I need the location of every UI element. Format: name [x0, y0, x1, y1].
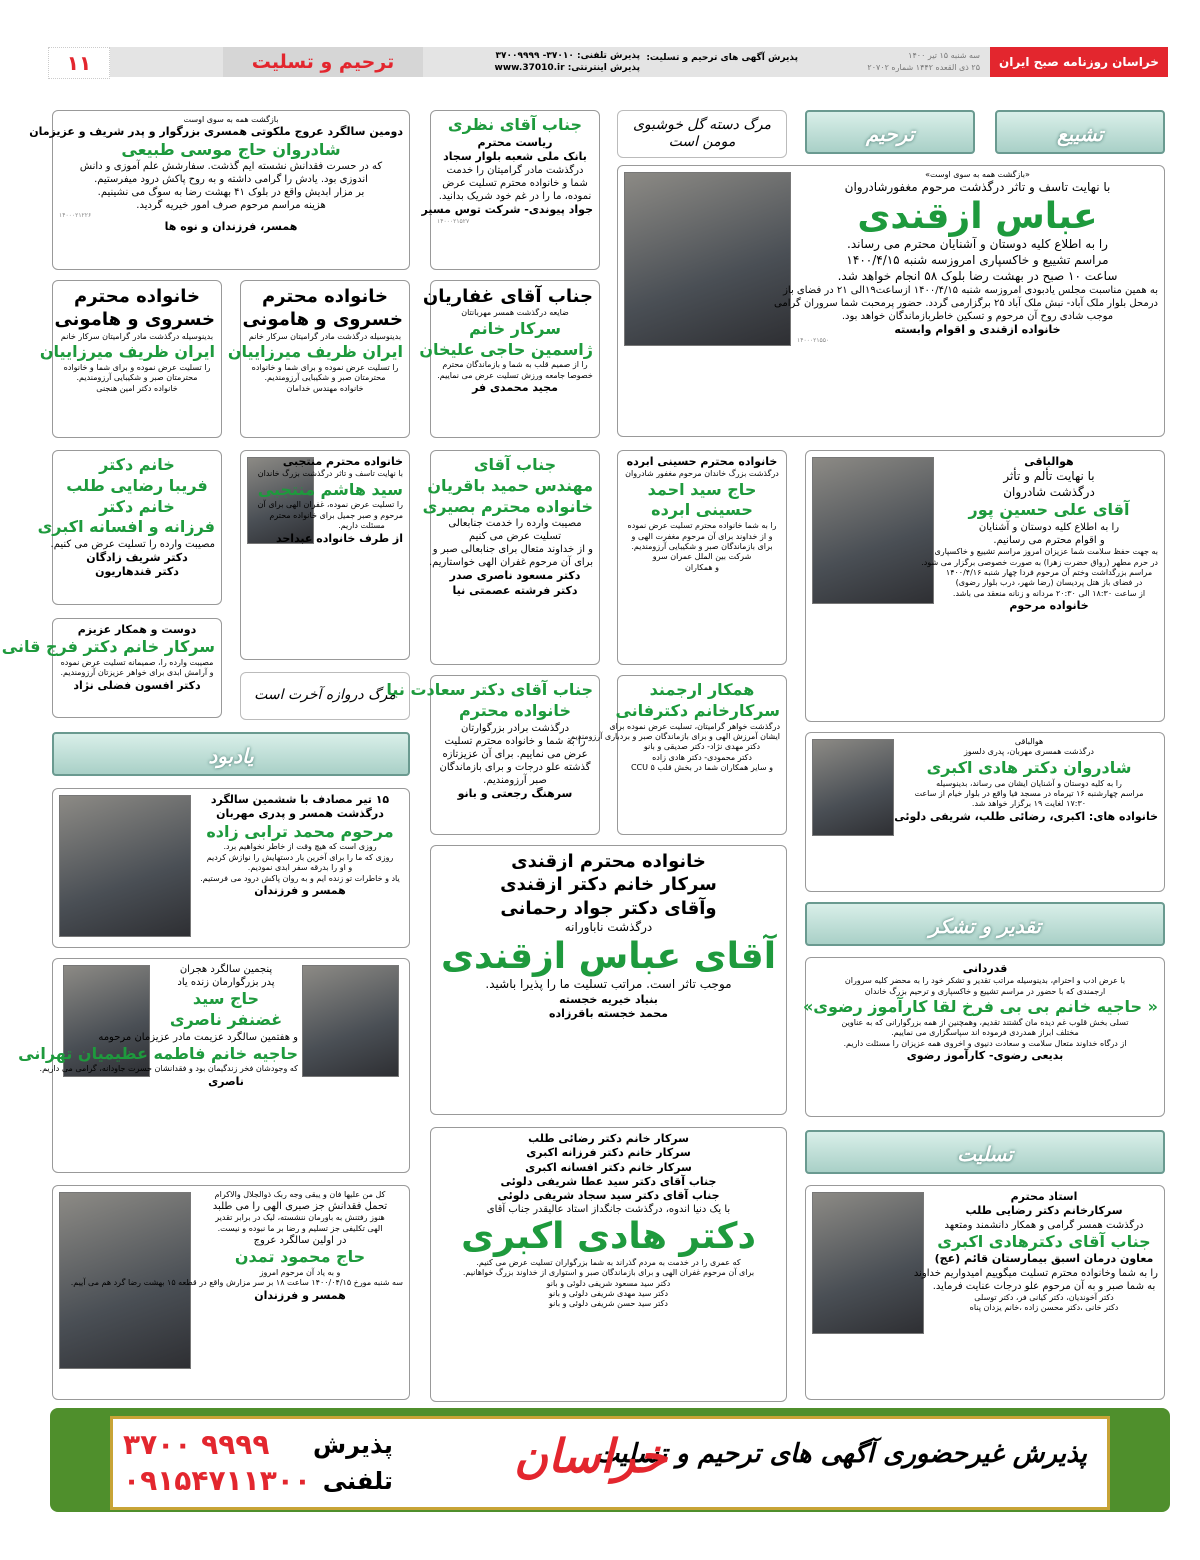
banner-phone-2[interactable]: ۰۹۱۵۴۷۱۱۳۰۰	[123, 1464, 311, 1497]
notice-line: ۱۴۰۰۰۲۱۵۲۷	[437, 217, 470, 225]
notice-line: مهندس حمید باقریان	[427, 475, 593, 495]
notice-line: معاون درمان اسبق بیمارستان قائم (عج)	[934, 1252, 1154, 1266]
notice-line: محترمتان صبر و شکیبایی آرزومندیم.	[264, 373, 386, 383]
notice-line: و اقوام محترم می رسانیم.	[993, 535, 1105, 547]
notice-line: تحمل فقدانش جز صبری الهی را می طلبد	[212, 1201, 388, 1213]
notice-line: درگذشت بزرگ خاندان مرحوم مغفور شادروان	[625, 469, 779, 479]
notice-line: بنیاد خیریه خجسته	[559, 992, 658, 1006]
notice-line: روزی که ما را برای آخرین بار دستهایش را نوازش کردیم	[206, 852, 394, 862]
notice-line: گذشته علو درجات و برای بازماندگان	[439, 761, 591, 773]
notice-line: ساعت ۱۰ صبح در بهشت رضا بلوک ۵۸ انجام خواهد شد.	[837, 268, 1118, 283]
notice-line: درگذشت همسری مهربان، پدری دلسوز	[963, 747, 1094, 757]
notice-line: خانواده ازقندی و اقوام وابسته	[894, 323, 1061, 337]
notice-line: عباس ازقندی	[857, 195, 1098, 237]
banner-label-2: تلفنی	[322, 1467, 393, 1495]
notice-line: خانواده محترم منتجبی	[282, 455, 403, 468]
notice-ad	[29, 110, 410, 270]
notice-line: شرکت بین الملل عمران سرو	[652, 552, 752, 562]
notice-line: ایشان آمرزش الهی و برای بازماندگان صبر و بردباری آرزومندیم.	[567, 731, 780, 741]
notice-line: مسئلت داریم.	[338, 521, 385, 531]
notice-line: از درگاه خداوند متعال سلامت و سعادت دنیوی و اخروی همه عزیزان را مسئلت داریم.	[843, 1038, 1127, 1048]
notice-line: بدیعی رضوی- کارآموز رضوی	[906, 1049, 1064, 1063]
notice-line: خانم دکتر	[99, 455, 175, 474]
notice-ad	[805, 450, 1165, 722]
section-tab-tashyi: تشییع	[995, 110, 1165, 154]
notice-line: ایران ظریف میرزاییان	[227, 342, 403, 362]
notice-line: فریبا رضایی طلب	[66, 475, 208, 495]
notice-line: پدر بزرگوارمان زنده یاد	[177, 977, 275, 988]
notice-line: و همکاران	[684, 562, 720, 572]
notice-line: که در حسرت فقدانش نشسته ایم گذشت. سفارشش علم آموزی و دانش	[79, 161, 383, 173]
banner-label	[313, 1427, 393, 1499]
notice-line: را به شما و خانواده محترم تسلیت	[444, 735, 586, 747]
quote-box	[240, 672, 410, 720]
notice-line: تسلی بخش قلوب غم دیده مان گشتند تقدیم، وهمچنین از همه بزرگوارانی که به عناوین	[841, 1017, 1129, 1027]
notice-line: را تسلیت عرض نموده، غفران الهی برای آن	[257, 500, 403, 510]
notice-line: «بازگشت همه به سوی اوست»	[925, 170, 1030, 179]
notice-line: بر مزار ابدیش واقع در بلوک ۴۱ بهشت رضا به سوگ می نشینیم.	[97, 187, 365, 199]
notice-line: استاد محترم	[1010, 1190, 1078, 1203]
notice-line: بدینوسیله درگذشت مادر گرامیتان سرکار خانم	[248, 331, 402, 341]
notice-ad	[386, 675, 600, 835]
notice-line: بدینوسیله درگذشت مادر گرامیتان سرکار خانم	[60, 331, 214, 341]
notice-line: مصیبت وارده را تسلیت عرض می کنیم.	[50, 539, 215, 551]
notice-line: جناب آقای نظری	[447, 115, 583, 134]
notice-ad	[37, 450, 222, 605]
portrait-photo	[624, 172, 791, 346]
page-number: ۱۱	[48, 47, 110, 79]
quote-text: مرگ دروازه آخرت است	[254, 687, 396, 704]
notice-line: برای بازماندگان صبر و شکیبایی آرزومندیم.	[631, 542, 773, 552]
notice-line: یاد و خاطرات تو زنده ایم و به روان پاکش درود می فرستیم.	[200, 873, 400, 883]
notice-line: موجب تاثر است. مراتب تسلیت ما را پذیرا باشید.	[485, 977, 732, 992]
notice-ad	[419, 280, 600, 438]
web-reception[interactable]: پذیرش اینترنتی: www.37010.ir	[494, 63, 640, 73]
notice-line: دکتر فرشته عصمتی نیا	[452, 583, 578, 597]
notice-ad	[617, 450, 787, 665]
notice-line: سه شنبه مورخ ۱۴۰۰/۰۴/۱۵ ساعت ۱۸ بر سر مزارش واقع در قطعه ۱۵ بهشت رضا گرد هم می آییم.	[70, 1278, 403, 1288]
contact-info	[495, 50, 640, 74]
notice-line: ۱۴۰۰۰۲۱۵۵۰	[797, 337, 830, 345]
reception-banner	[50, 1408, 1170, 1512]
reception-label: پذیرش آگهی های ترحیم و تسلیت:	[646, 53, 798, 63]
notice-line: غضنفر ناصری	[169, 1009, 283, 1029]
notice-line: آقای علی حسین پور	[968, 500, 1130, 520]
notice-line: هنوز رفتنش به باورمان ننشسته، لیک در برابر تقدیر	[215, 1213, 385, 1223]
section-tab-yadbood: یادبود	[52, 732, 410, 776]
notice-line: ژاسمین حاجی علیخان	[419, 339, 593, 359]
quote-text: مرگ دسته گل خوشبوی مومن است	[632, 116, 772, 150]
notice-line: مختلف ابراز همدردی فرموده اند سپاسگزاری می نماییم.	[891, 1028, 1079, 1038]
notice-line: دکتر مهدی نژاد- دکتر صدیقی و بانو	[643, 742, 761, 752]
notice-line: از ساعت ۱۸:۳۰ الی ۲۰:۳۰ مردانه و زنانه منعقد می باشد.	[952, 588, 1146, 598]
notice-line: بازگشت همه به سوی اوست	[183, 115, 279, 124]
notice-line: که وجودشان فخر زندگیمان بود و فقدانشان حسرت جاودانه، گرامی می داریم.	[39, 1064, 298, 1074]
notice-line: حسینی ابرده	[651, 500, 753, 520]
notice-line: شادروان حاج موسی طبیعی	[121, 139, 341, 159]
section-title: ترحیم و تسلیت	[223, 47, 423, 77]
notice-line: سرکارخانم دکترفانی	[615, 700, 780, 720]
notice-line: خصوصا جامعه ورزش تسلیت عرض می نماییم.	[437, 370, 593, 380]
notice-line: همسر و فرزندان	[254, 1288, 346, 1302]
notice-line: شادروان دکتر هادی اکبری	[926, 757, 1132, 777]
notice-line: جناب آقای دکترهادی اکبری	[937, 1231, 1151, 1251]
notice-line: فرزانه و افسانه اکبری	[37, 517, 215, 537]
notice-line: روزی است که هیچ وقت از خاطر نخواهیم برد.	[223, 842, 377, 852]
notice-line: بانک ملی شعبه بلوار سجاد	[443, 150, 587, 164]
notice-line: دکتر افسون فضلی نژاد	[73, 678, 201, 692]
notice-ad	[39, 280, 222, 438]
notice-line: را تسلیت عرض نموده و برای شما و خانواده	[251, 362, 399, 372]
notice-line: خانم دکتر	[99, 496, 175, 516]
notice-line: و به یاد آن مرحوم امروز	[259, 1267, 341, 1277]
notice-line: ریاست محترم	[477, 135, 553, 149]
date-shamsi: سه شنبه ۱۵ تیر ۱۴۰۰	[908, 51, 980, 60]
notice-line: عرض می نماییم. برای آن عزیزتازه	[442, 748, 588, 760]
notice-line: دکتر سید حسن شریفی دلوئی و بانو	[549, 1299, 668, 1309]
notice-line: دکتر محمودی- دکتر هادی زاده	[652, 752, 752, 762]
notice-line: تسلیت عرض می کنیم	[468, 531, 562, 543]
notice-line: نموده، ما را در غم خود شریک بدانید.	[438, 191, 592, 203]
notice-line: قدردانی	[962, 962, 1008, 975]
notice-line: همسر، فرزندان و نوه ها	[164, 220, 298, 234]
page-header	[48, 47, 1168, 77]
notice-line: همسر و فرزندان	[254, 883, 346, 897]
notice-line: سرهنگ رجعتی و بانو	[457, 786, 573, 800]
notice-line: آقای عباس ازقندی	[440, 935, 777, 977]
notice-line: دکتر سید مهدی شریفی دلوئی و بانو	[548, 1289, 669, 1299]
notice-line: درگذشت همسر گرامی و همکار دانشمند ومتعهد	[944, 1219, 1144, 1231]
notice-line: درمحل بلوار ملک آباد- نبش ملک آباد ۲۵ برگزارمی گردد. حضور پرمحبت شما سروران گرامی	[774, 298, 1158, 310]
notice-line: خانواده محترم	[459, 700, 571, 720]
notice-line: حاج محمود تمدن	[234, 1247, 366, 1267]
notice-line: دکتر خانی ،دکتر محسن زاده ،خانم یزدان پناه	[969, 1303, 1119, 1313]
notice-line: پنجمین سالگرد هجران	[179, 964, 273, 975]
notice-line: را به اطلاع کلیه دوستان و آشنایان محترم می رساند.	[847, 237, 1108, 252]
section-tab-tasliat: تسلیت	[805, 1130, 1165, 1174]
notice-line: کل من علیها فان و یبقی وجه ربک ذوالجلال والاکرام	[214, 1190, 386, 1199]
notice-line: با نهایت تألم و تأثر	[1003, 469, 1095, 484]
notice-ad	[617, 165, 1165, 437]
notice-line: محترمتان صبر و شکیبایی آرزومندیم.	[76, 373, 198, 383]
notice-ad	[805, 1185, 1165, 1400]
notice-line: از طرف خانواده عبداحد	[276, 531, 403, 545]
portrait-photo	[812, 739, 894, 836]
banner-phone-1[interactable]: ۳۷۰۰ ۹۹۹۹	[123, 1428, 270, 1461]
quote-box	[617, 110, 787, 158]
notice-line: الهی تکلیفی جز تسلیم و رضا بر ما نبوده و نیست.	[217, 1223, 383, 1233]
notice-line: اندوزی بود. یادش را گرامی داشته و به روح پاکش درود میفرستیم.	[94, 174, 368, 186]
notice-ad	[1, 618, 222, 718]
notice-line: با نهایت تاسف و تاثر درگذشت بزرگ خاندان	[257, 469, 403, 479]
notice-line: شما و خانواده محترم تسلیت عرض	[442, 178, 588, 190]
notice-line: صبر آرزومندیم.	[483, 774, 547, 786]
notice-line: جناب آقای دکتر سید عطا شریفی دلوئی	[500, 1174, 717, 1188]
notice-line: را به شما وخانواده محترم تسلیت میگوییم امیدواریم خداوند	[913, 1267, 1158, 1279]
notice-line: و او را بدرقه سفر ابدی نمودیم.	[247, 863, 353, 873]
notice-line: حاجیه خانم فاطمه عظیمیان تهرانی	[18, 1043, 298, 1063]
notice-line: حاج سید	[192, 989, 260, 1008]
notice-line: ضایعه درگذشت همسر مهربانتان	[461, 308, 569, 318]
notice-line: سرکار خانم دکتر فرج قانی	[1, 637, 215, 657]
notice-line: همکار ارجمند	[649, 680, 755, 699]
banner-phones	[123, 1427, 311, 1499]
notice-line: سید هاشم منتجبی	[257, 479, 403, 499]
notice-line: دکتر سید مسعود شریفی دلوئی و بانو	[546, 1278, 671, 1288]
notice-ad	[802, 957, 1165, 1117]
notice-line: درگذشت برادر بزرگوارتان	[460, 722, 570, 734]
notice-line: جناب آقای دکتر سعادت نیا	[386, 680, 593, 699]
notice-line: سرکارخانم دکتر رضایی طلب	[965, 1204, 1123, 1218]
notice-line: خانواده دکتر امین هنجنی	[96, 383, 178, 393]
notice-line: مرحوم محمد ترابی زاده	[206, 821, 394, 841]
notice-line: جواد پیوندی- شرکت توس مسیر	[421, 203, 593, 217]
notice-line: خانواده محترم ازقندی	[511, 851, 706, 872]
portrait-photo	[59, 795, 191, 937]
notice-line: دکتر هادی اکبری	[461, 1216, 756, 1258]
notice-line: ارجمندی که با حضور در مراسم تشییع و خاکسپاری و ترحیم بزرگ خاندان	[864, 986, 1106, 996]
notice-line: به جهت حفظ سلامت شما عزیزان امروز مراسم تشییع و خاکسپاری	[934, 547, 1158, 557]
notice-line: محمد خجسته باقرزاده	[549, 1007, 668, 1021]
notice-line: دکتر مسعود ناصری صدر	[449, 569, 581, 583]
notice-line: درگذشت ناباورانه	[564, 920, 653, 935]
section-tab-tarhim: ترحیم	[805, 110, 975, 154]
notice-line: با عرض ادب و احترام، بدینوسیله مراتب تقدیر و تشکر خود را به محضر کلیه سروران	[844, 976, 1126, 986]
portrait-photo	[302, 965, 399, 1077]
notice-line: ۱۵ تیر مصادف با ششمین سالگرد	[210, 793, 390, 806]
notice-line: درگذشت خواهر گرامیتان، تسلیت عرض نموده برای	[609, 721, 780, 731]
banner-label-1: پذیرش	[313, 1431, 393, 1459]
notice-line: خسروی و هامونی	[242, 309, 403, 331]
notice-line: خانواده مرحوم	[1009, 599, 1089, 613]
notice-line: در حرم مطهر (رواق حضرت زهرا) به صورت خصوصی برگزار می شود.	[921, 557, 1158, 567]
notice-line: « حاجیه خانم بی بی فرخ لقا کارآموز رضوی»	[802, 997, 1158, 1017]
notice-line: ۱۷:۳۰ لغایت ۱۹ برگزار خواهد شد.	[971, 799, 1087, 809]
notice-line: به همین مناسبت مجلس یادبودی امروزسه شنبه ۱۴۰۰/۴/۱۵ ازساعت۱۹الی ۲۱ در فضای باز	[783, 285, 1158, 297]
notice-ad	[240, 450, 410, 660]
notice-line: خانواده محترم حسینی ابرده	[626, 455, 778, 468]
notice-ad	[52, 1185, 410, 1400]
notice-line: ناصری	[208, 1074, 244, 1088]
notice-line: هزینه مراسم مرحوم صرف امور خیریه گردید.	[136, 200, 326, 212]
section-tab-taghdir: تقدیر و تشکر	[805, 902, 1165, 946]
notice-ad	[805, 732, 1165, 892]
banner-logo: خراسان	[514, 1429, 667, 1483]
notice-line: و آرامش ابدی برای خواهر عزیزتان آرزومندیم.	[60, 668, 214, 678]
notice-line: و هفتمین سالگرد عزیمت مادر عزیزمان مرحومه	[98, 1031, 298, 1043]
newspaper-logo: خراسان روزنامه صبح ایران	[990, 47, 1168, 77]
portrait-photo	[812, 457, 934, 604]
notice-ad	[422, 450, 600, 665]
notice-line: دکتر شریف زادگان	[86, 551, 188, 565]
notice-line: خانواده های: اکبری، رضائی طلب، شریفی دلوئی	[894, 809, 1158, 823]
notice-line: برای آن مرحوم غفران الهی خواستاریم.	[428, 557, 593, 569]
notice-line: دوست و همکار عزیزم	[77, 623, 197, 636]
notice-line: و از خداوند برای آن مرحوم مغفرت الهی و	[631, 531, 773, 541]
notice-line: ایران ظریف میرزاییان	[39, 342, 215, 362]
notice-line: حاج سید احمد	[647, 479, 757, 499]
notice-ad	[18, 958, 410, 1173]
notice-line: به شما صبر و به آن مرحوم علو درجات عنایت فرماید.	[932, 1280, 1156, 1292]
notice-line: سرکار خانم دکتر فرزانه اکبری	[526, 1146, 691, 1160]
notice-line: درگذشت همسر و پدری مهربان	[216, 807, 384, 821]
portrait-photo	[812, 1192, 924, 1334]
banner-text: پذیرش غیرحضوری آگهی های ترحیم و تسلیت	[594, 1439, 1087, 1469]
phone-reception: پذیرش تلفنی: ۳۷۰۱۰- ۳۷۰۰۹۹۹۹	[495, 51, 640, 61]
notice-line: را به اطلاع کلیه دوستان و آشنایان	[978, 522, 1120, 534]
notice-line: مراسم بزرگداشت وختم آن مرحوم فردا چهار شنبه ۱۴۰۰/۴/۱۶	[945, 568, 1153, 578]
notice-ad	[421, 110, 600, 270]
notice-line: درگذشت شادروان	[1003, 484, 1095, 499]
notice-line: برای آن مرحوم غفران الهی و برای بازماندگان صبر و استواری از خداوند بزرگ خواهانیم.	[462, 1268, 755, 1278]
notice-ad	[430, 1127, 787, 1402]
notice-line: وآقای دکتر جواد رحمانی	[500, 897, 717, 919]
notice-line: جناب آقای دکتر سید سجاد شریفی دلوئی	[497, 1189, 720, 1203]
issue-date	[867, 50, 980, 74]
notice-line: مصیبت وارده را، صمیمانه تسلیت عرض نموده	[60, 658, 214, 668]
notice-line: را به شما خانواده محترم تسلیت عرض نموده	[627, 521, 777, 531]
notice-line: خانواده محترم	[74, 286, 200, 307]
notice-ad	[567, 675, 787, 835]
notice-line: جناب آقای	[473, 455, 557, 474]
notice-line: مراسم تشییع و خاکسپاری امروزسه شنبه ۱۴۰۰/۴/۱۵	[846, 252, 1109, 267]
notice-line: خانواده محترم	[262, 286, 388, 307]
notice-line: که عمری را در خدمت به مردم گذراند به شما بزرگواران تسلیت عرض می کنیم.	[476, 1257, 741, 1267]
notice-ad	[52, 788, 410, 948]
notice-line: هوالباقی	[1024, 455, 1074, 468]
notice-line: و سایر همکاران شما در بخش قلب ۵ CCU	[630, 763, 774, 773]
notice-ad	[227, 280, 410, 438]
notice-line: مصیبت وارده را خدمت جنابعالی	[448, 518, 582, 530]
notice-line: در فضای باز هتل پردیسان (رضا شهر، درب بلوار رضوی)	[955, 578, 1143, 588]
notice-line: را به کلیه دوستان و آشنایان ایشان می رساند، بدینوسیله	[936, 778, 1122, 788]
notice-line: جناب آقای غفاریان	[422, 286, 593, 307]
notice-line: با نهایت تاسف و تاثر درگذشت مرحوم مغفورشادروان	[844, 180, 1111, 195]
notice-line: مراسم چهارشنبه ۱۶ تیرماه در مسجد فیا واقع در بلوار خیام از ساعت	[914, 788, 1144, 798]
notice-line: را از صمیم قلب به شما و بازماندگان محترم	[442, 360, 588, 370]
notice-line: ۱۴۰۰۰۲۱۲۲۶	[59, 212, 92, 220]
notice-line: سرکار خانم دکتر ازقندی	[500, 874, 717, 896]
notice-line: سرکار خانم دکتر افسانه اکبری	[525, 1160, 692, 1174]
notice-line: درگذشت مادر گرامیتان را خدمت	[446, 165, 584, 177]
notice-line: سرکار خانم	[469, 318, 561, 338]
notice-line: خانواده محترم بصیری	[422, 496, 593, 516]
notice-line: را تسلیت عرض نموده و برای شما و خانواده	[63, 362, 211, 372]
notice-line: دومین سالگرد عروج ملکوتی همسری بزرگوار و پدر شریف و عزیزمان	[29, 125, 403, 139]
notice-line: مرحوم و صبر جمیل برای خانواده محترم	[269, 510, 403, 520]
notice-line: مجید محمدی فر	[472, 381, 558, 395]
notice-line: در اولین سالگرد عروج	[253, 1235, 347, 1247]
notice-line: هوالباقی	[1014, 737, 1044, 746]
notice-line: دکتر آخوندیان، دکتر کیانی فر، دکتر توسلی	[974, 1292, 1114, 1302]
notice-line: دکتر قندهاریون	[95, 565, 179, 579]
notice-line: با یک دنیا اندوه، درگذشت جانگداز استاد عالیقدر جناب آقای	[486, 1204, 731, 1216]
notice-line: موجب شادی روح آن مرحوم و تسکین خاطربازماندگان خواهد بود.	[841, 311, 1114, 323]
notice-line: و از خداوند متعال برای جنابعالی صبر و	[432, 544, 593, 556]
date-hijri: ۲۵ ذی القعده ۱۴۴۲ شماره ۲۰۷۰۲	[867, 63, 980, 72]
notice-line: سرکار خانم دکتر رضائی طلب	[528, 1132, 689, 1145]
notice-ad	[430, 845, 787, 1115]
notice-line: خسروی و هامونی	[54, 309, 215, 331]
notice-line: خانواده مهندس خدامان	[286, 383, 364, 393]
